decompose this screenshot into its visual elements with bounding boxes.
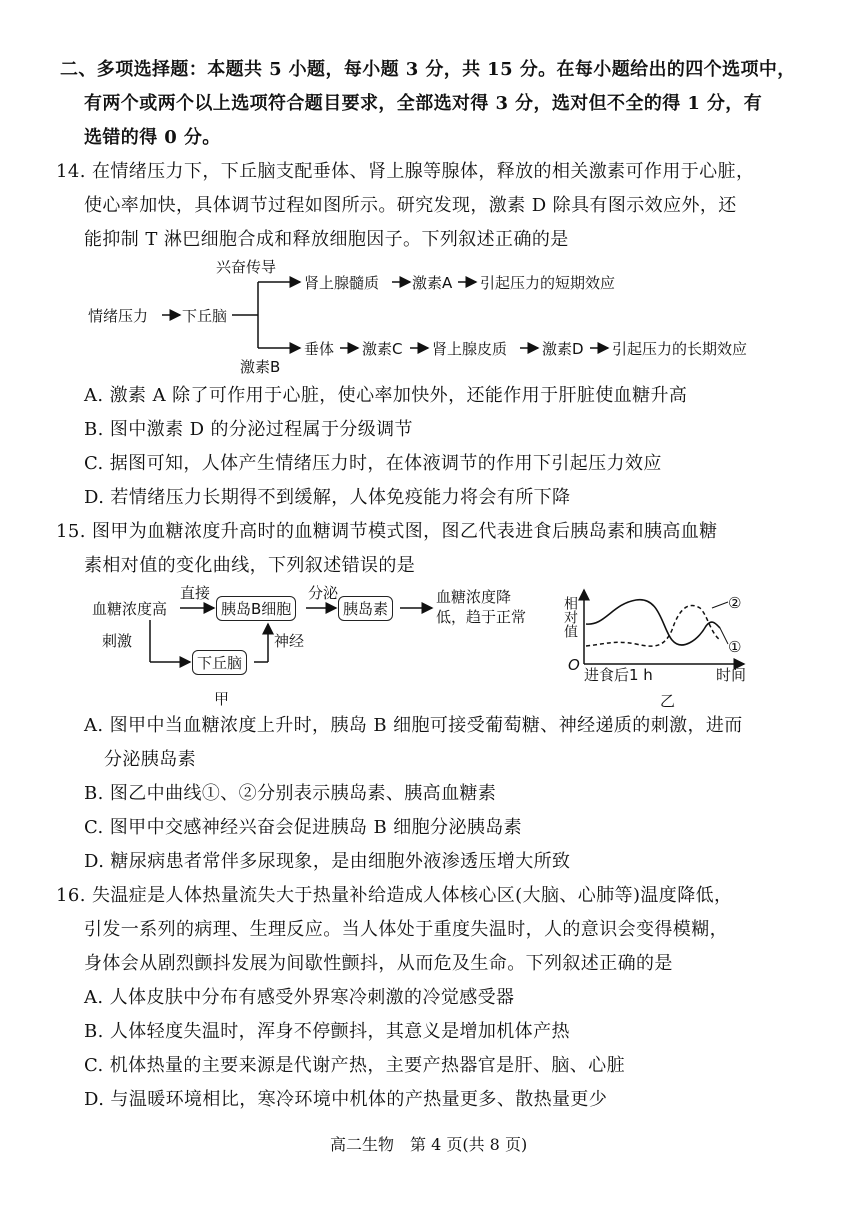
q15-option-c: C. 图甲中交感神经兴奋会促进胰岛 B 细胞分泌胰岛素	[84, 817, 523, 838]
section-header-line2: 有两个或两个以上选项符合题目要求，全部选对得 3 分，选对但不全的得 1 分，有	[84, 93, 763, 114]
q14-label-excite: 兴奋传导	[216, 258, 277, 276]
q15-node-glucose-high: 血糖浓度高	[92, 600, 168, 618]
q14-option-c: C. 据图可知，人体产生情绪压力时，在体液调节的作用下引起压力效应	[84, 453, 662, 474]
q15-option-d: D. 糖尿病患者常伴多尿现象，是由细胞外液渗透压增大所致	[84, 851, 571, 872]
q16-stem-line1: 16. 失温症是人体热量流失大于热量补给造成人体核心区(大脑、心肺等)温度降低，	[56, 885, 733, 906]
section-header-line3: 选错的得 0 分。	[84, 127, 221, 148]
q15-stem-line2: 素相对值的变化曲线，下列叙述错误的是	[84, 555, 416, 576]
q14-node-hormone-d: 激素D	[542, 340, 584, 358]
q15-chart-label-1: ①	[728, 638, 742, 656]
q14-node-start: 情绪压力	[88, 307, 149, 325]
section-header-line1: 二、多项选择题：本题共 5 小题，每小题 3 分，共 15 分。在每小题给出的四个选项中，	[60, 59, 796, 80]
q15-option-a-cont: 分泌胰岛素	[104, 749, 196, 770]
q16-stem-line3: 身体会从剧烈颤抖发展为间歇性颤抖，从而危及生命。下列叙述正确的是	[84, 953, 673, 974]
q14-node-long-effect: 引起压力的长期效应	[612, 340, 748, 358]
q16-option-b: B. 人体轻度失温时，浑身不停颤抖，其意义是增加机体产热	[84, 1021, 570, 1042]
q14-node-short-effect: 引起压力的短期效应	[480, 274, 616, 292]
q15-node-insulin: 胰岛素	[338, 596, 393, 621]
curve-1	[586, 600, 720, 645]
q15-label-nerve: 神经	[274, 632, 305, 650]
q15-chart-origin: O	[568, 656, 580, 674]
q15-chart-xlabel: 时间	[716, 666, 747, 684]
q14-stem-line1: 14. 在情绪压力下，下丘脑支配垂体、肾上腺等腺体，释放的相关激素可作用于心脏，	[56, 161, 755, 182]
q14-stem-line2: 使心率加快，具体调节过程如图所示。研究发现，激素 D 除具有图示效应外，还	[84, 195, 737, 216]
q16-option-a: A. 人体皮肤中分布有感受外界寒冷刺激的冷觉感受器	[84, 987, 515, 1008]
q15-node-result-line1: 血糖浓度降	[436, 588, 512, 606]
q15-chart-label-2: ②	[728, 594, 742, 612]
q14-node-hormone-c: 激素C	[362, 340, 403, 358]
q15-chart-caption: 乙	[660, 692, 676, 710]
q15-option-a: A. 图甲中当血糖浓度上升时，胰岛 B 细胞可接受葡萄糖、神经递质的刺激，进而	[84, 715, 743, 736]
q15-chart-x-annotation: 进食后1 h	[584, 666, 653, 684]
q15-option-b: B. 图乙中曲线①、②分别表示胰岛素、胰高血糖素	[84, 783, 497, 804]
q15-node-islet-b-cell: 胰岛B细胞	[216, 596, 296, 621]
q14-option-b: B. 图中激素 D 的分泌过程属于分级调节	[84, 419, 413, 440]
q14-node-hormone-a: 激素A	[412, 274, 453, 292]
q15-chart-ylabel: 相对值	[562, 596, 578, 638]
q14-label-hormone-b: 激素B	[240, 358, 281, 376]
q14-node-pituitary: 垂体	[304, 340, 335, 358]
q15-label-stimulate: 刺激	[102, 632, 133, 650]
q14-node-cortex: 肾上腺皮质	[432, 340, 508, 358]
q16-option-c: C. 机体热量的主要来源是代谢产热，主要产热器官是肝、脑、心脏	[84, 1055, 625, 1076]
q14-node-medulla: 肾上腺髓质	[304, 274, 380, 292]
q16-option-d: D. 与温暖环境相比，寒冷环境中机体的产热量更多、散热量更少	[84, 1089, 608, 1110]
q16-stem-line2: 引发一系列的病理、生理反应。当人体处于重度失温时，人的意识会变得模糊，	[84, 919, 728, 940]
curve-2	[586, 606, 720, 647]
q15-caption-jia: 甲	[214, 690, 230, 708]
q14-node-hypothalamus: 下丘脑	[182, 307, 228, 325]
q14-option-a: A. 激素 A 除了可作用于心脏，使心率加快外，还能作用于肝脏使血糖升高	[84, 385, 688, 406]
q15-label-secrete: 分泌	[308, 584, 339, 602]
q15-stem-line1: 15. 图甲为血糖浓度升高时的血糖调节模式图，图乙代表进食后胰岛素和胰高血糖	[56, 521, 718, 542]
q14-option-d: D. 若情绪压力长期得不到缓解，人体免疫能力将会有所下降	[84, 487, 571, 508]
page-footer: 高二生物 第 4 页(共 8 页)	[330, 1135, 528, 1154]
q15-label-direct: 直接	[180, 584, 211, 602]
q14-stem-line3: 能抑制 T 淋巴细胞合成和释放细胞因子。下列叙述正确的是	[84, 229, 569, 250]
q15-node-result-line2: 低，趋于正常	[436, 608, 527, 626]
q15-node-hypothalamus: 下丘脑	[192, 650, 247, 675]
